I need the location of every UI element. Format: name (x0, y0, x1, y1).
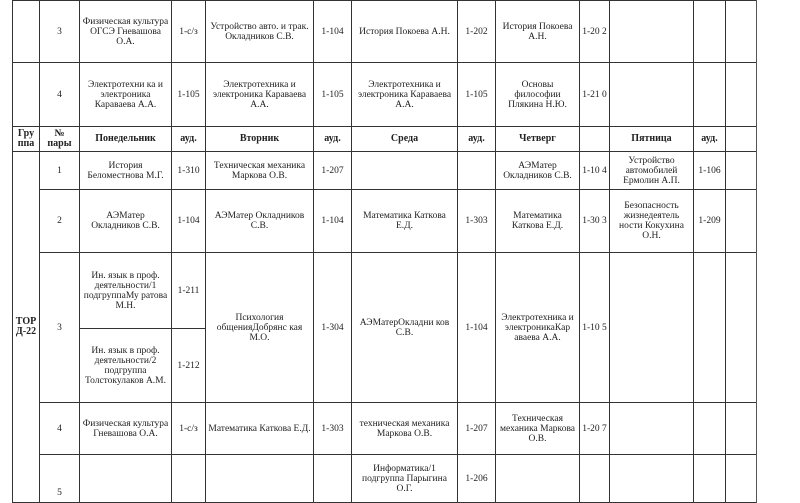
tuesday-room: 1-104 (314, 190, 352, 253)
wednesday-lesson: АЭМатерОкладни ков С.В. (352, 253, 458, 403)
monday-lesson (80, 455, 172, 503)
header-room: ауд. (314, 127, 352, 152)
friday-lesson: Безопасность жизнедеятель ности Кокухина О.Н. (610, 190, 694, 253)
header-thursday: Четверг (496, 127, 580, 152)
header-row (13, 127, 757, 152)
table-row (13, 253, 757, 329)
wednesday-lesson (352, 152, 458, 190)
monday-room: 1-с/з (172, 1, 206, 63)
extra-cell (726, 403, 757, 455)
header-friday: Пятница (610, 127, 694, 152)
monday-room (172, 455, 206, 503)
table-row (13, 190, 757, 253)
tuesday-lesson (206, 455, 314, 503)
thursday-room: 1-20 7 (580, 403, 610, 455)
tuesday-lesson: Техническая механика Маркова О.В. (206, 152, 314, 190)
schedule-table (12, 0, 757, 503)
monday-room: 1-104 (172, 190, 206, 253)
table-row (13, 63, 757, 127)
thursday-lesson: АЭМатер Окладников С.В. (496, 152, 580, 190)
header-monday: Понедельник (80, 127, 172, 152)
thursday-room (580, 455, 610, 503)
pair-number: 5 (40, 455, 80, 503)
tuesday-room: 1-105 (314, 63, 352, 127)
group-cell (13, 63, 40, 127)
thursday-room: 1-21 0 (580, 63, 610, 127)
extra-cell (726, 152, 757, 190)
tuesday-lesson: Устройство авто. и трак. Окладников С.В. (206, 1, 314, 63)
wednesday-lesson: Математика Каткова Е.Д. (352, 190, 458, 253)
pair-number: 3 (40, 253, 80, 403)
monday-lesson: Электротехни ка и электроника Караваева А.А. (80, 63, 172, 127)
extra-cell (726, 127, 757, 152)
header-tuesday: Вторник (206, 127, 314, 152)
friday-room: 1-106 (694, 152, 726, 190)
tuesday-lesson: АЭМатер Окладников С.В. (206, 190, 314, 253)
friday-lesson: Устройство автомобилей Ермолин А.П. (610, 152, 694, 190)
wednesday-room: 1-303 (458, 190, 496, 253)
table-row (13, 403, 757, 455)
header-room: ауд. (172, 127, 206, 152)
friday-lesson (610, 1, 694, 63)
tuesday-room: 1-303 (314, 403, 352, 455)
thursday-room: 1-10 4 (580, 152, 610, 190)
extra-cell (726, 63, 757, 127)
header-room: ауд. (458, 127, 496, 152)
wednesday-lesson: Информатика/1 подгруппа Парыгина О.Г. (352, 455, 458, 503)
wednesday-room (458, 152, 496, 190)
extra-cell (726, 190, 757, 253)
monday-lesson-subgroup-2: Ин. язык в проф. деятельности/2 подгруппа Толстокулаков А.М. (80, 329, 172, 403)
table-row (13, 455, 757, 503)
thursday-room: 1-20 2 (580, 1, 610, 63)
extra-cell (726, 455, 757, 503)
wednesday-room: 1-105 (458, 63, 496, 127)
wednesday-lesson: техническая механика Маркова О.В. (352, 403, 458, 455)
thursday-lesson: История Покоева А.Н. (496, 1, 580, 63)
wednesday-room: 1-206 (458, 455, 496, 503)
page-edge-line (756, 0, 757, 503)
monday-lesson: Физическая культура ОГСЭ Гневашова О.А. (80, 1, 172, 63)
thursday-room: 1-30 3 (580, 190, 610, 253)
monday-lesson-subgroup-1: Ин. язык в проф. деятельности/1 подгруппаМу ратова М.Н. (80, 253, 172, 329)
thursday-lesson: Техническая механика Маркова О.В. (496, 403, 580, 455)
friday-lesson (610, 253, 694, 403)
monday-room-subgroup-1: 1-211 (172, 253, 206, 329)
monday-lesson: АЭМатер Окладников С.В. (80, 190, 172, 253)
header-pair: № пары (40, 127, 80, 152)
friday-room: 1-209 (694, 190, 726, 253)
friday-room (694, 455, 726, 503)
group-name: ТОР Д-22 (13, 152, 40, 503)
tuesday-room: 1-207 (314, 152, 352, 190)
pair-number: 4 (40, 63, 80, 127)
tuesday-lesson: Математика Каткова Е.Д. (206, 403, 314, 455)
friday-room (694, 1, 726, 63)
friday-lesson (610, 455, 694, 503)
tuesday-lesson: Психология общенияДобрянс кая М.О. (206, 253, 314, 403)
header-wednesday: Среда (352, 127, 458, 152)
monday-lesson: Физическая культура Гневашова О.А. (80, 403, 172, 455)
tuesday-room (314, 455, 352, 503)
thursday-lesson: Основы философии Плякина Н.Ю. (496, 63, 580, 127)
thursday-lesson: Электротехника и электроникаКар аваева А.А. (496, 253, 580, 403)
table-row (13, 1, 757, 63)
friday-room (694, 253, 726, 403)
wednesday-lesson: Электротехника и электроника Караваева А.А. (352, 63, 458, 127)
header-group: Гру ппа (13, 127, 40, 152)
monday-room: 1-105 (172, 63, 206, 127)
thursday-lesson: Математика Каткова Е.Д. (496, 190, 580, 253)
extra-cell (726, 1, 757, 63)
tuesday-room: 1-304 (314, 253, 352, 403)
pair-number: 4 (40, 403, 80, 455)
thursday-room: 1-10 5 (580, 253, 610, 403)
monday-lesson: История Беломестнова М.Г. (80, 152, 172, 190)
friday-room (694, 403, 726, 455)
thursday-lesson (496, 455, 580, 503)
wednesday-room: 1-104 (458, 253, 496, 403)
table-row (13, 152, 757, 190)
friday-room (694, 63, 726, 127)
wednesday-lesson: История Покоева А.Н. (352, 1, 458, 63)
wednesday-room: 1-207 (458, 403, 496, 455)
pair-number: 2 (40, 190, 80, 253)
header-room: ауд. (694, 127, 726, 152)
tuesday-room: 1-104 (314, 1, 352, 63)
monday-room-subgroup-2: 1-212 (172, 329, 206, 403)
tuesday-lesson: Электротехника и электроника Караваева А.А. (206, 63, 314, 127)
wednesday-room: 1-202 (458, 1, 496, 63)
group-cell (13, 1, 40, 63)
monday-room: 1-310 (172, 152, 206, 190)
friday-lesson (610, 63, 694, 127)
friday-lesson (610, 403, 694, 455)
extra-cell (726, 253, 757, 403)
pair-number: 1 (40, 152, 80, 190)
header-room (580, 127, 610, 152)
pair-number: 3 (40, 1, 80, 63)
monday-room: 1-с/з (172, 403, 206, 455)
